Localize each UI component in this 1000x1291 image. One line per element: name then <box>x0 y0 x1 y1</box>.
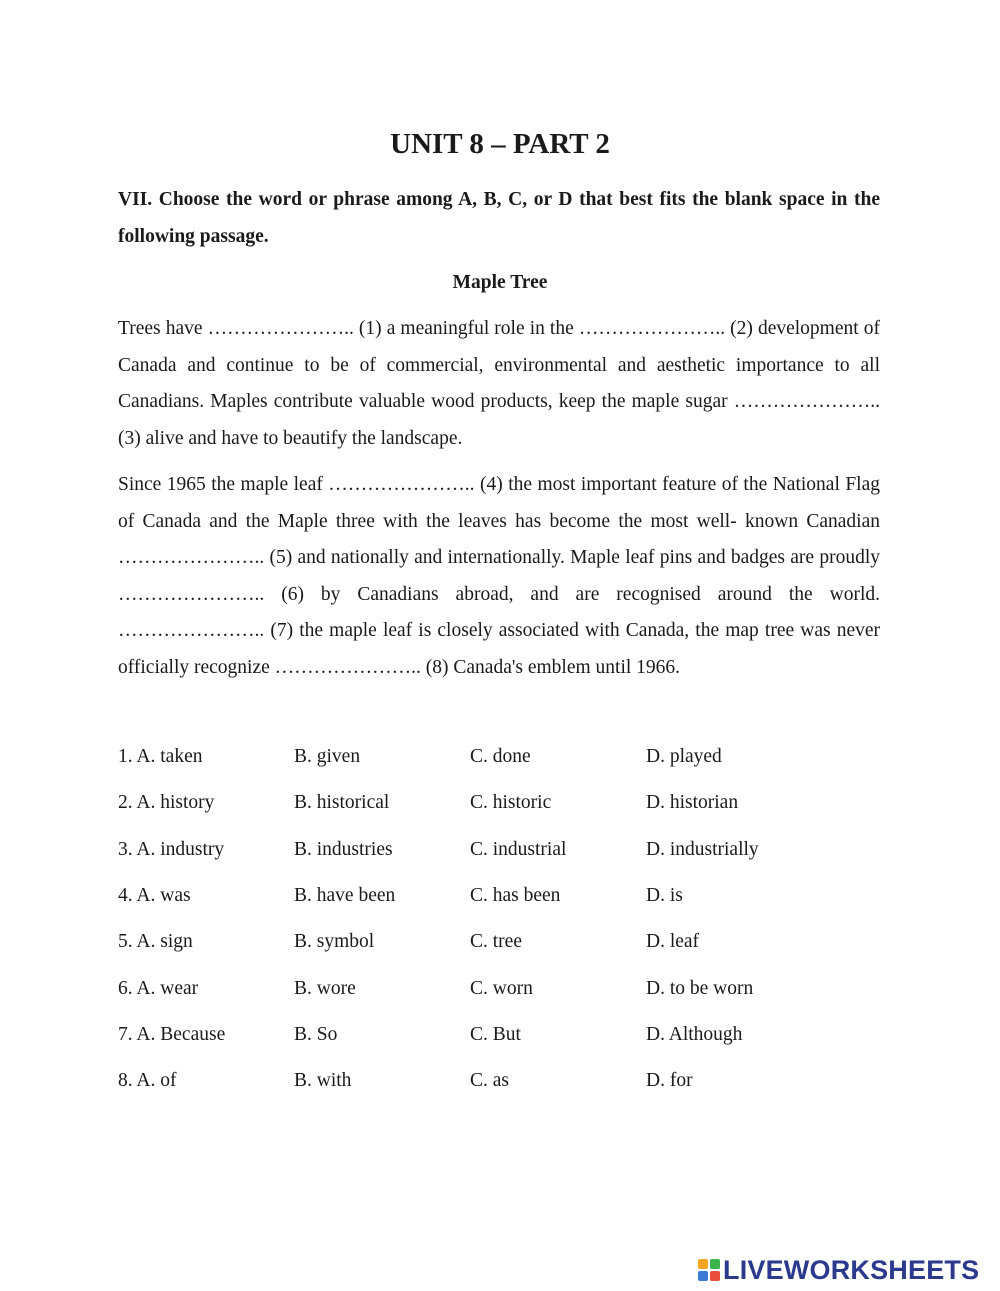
option-d: D. industrially <box>646 838 759 860</box>
option-a: 8. A. of <box>118 1070 177 1092</box>
page-title: UNIT 8 – PART 2 <box>390 128 610 160</box>
option-c: C. tree <box>470 931 522 953</box>
option-c: C. But <box>470 1023 521 1045</box>
question-row-4 <box>118 873 880 919</box>
option-a: 2. A. history <box>118 792 215 814</box>
passage-paragraph-1: Trees have ………………….. (1) a meaningful role in the ………………….. (2) development of Canada and continue to be of commercial, environmental and aesthetic importance to all Canadians. Maples contribute valuable wood products, keep the maple sugar ………………….. (3) alive and have to beautify the landscape. <box>118 318 880 449</box>
question-row-7 <box>118 1012 880 1058</box>
question-row-3 <box>118 827 880 873</box>
question-row-8 <box>118 1058 880 1104</box>
option-b: B. historical <box>294 792 390 814</box>
logo-square-icon <box>710 1271 720 1281</box>
option-b: B. wore <box>294 977 356 999</box>
option-b: B. have been <box>294 885 396 907</box>
option-c: C. as <box>470 1070 509 1092</box>
option-c: C. industrial <box>470 838 567 860</box>
option-a: 4. A. was <box>118 885 191 907</box>
exercise-instruction: VII. Choose the word or phrase among A, B, C, or D that best fits the blank space in the following passage. <box>118 189 880 247</box>
option-d: D. played <box>646 746 722 768</box>
option-a: 7. A. Because <box>118 1023 226 1045</box>
option-d: D. leaf <box>646 931 700 953</box>
question-row-1 <box>118 734 880 780</box>
passage-title: Maple Tree <box>452 272 548 293</box>
liveworksheets-logo-icon <box>698 1259 720 1281</box>
option-a: 1. A. taken <box>118 746 203 768</box>
option-a: 5. A. sign <box>118 931 193 953</box>
logo-square-icon <box>698 1259 708 1269</box>
logo-square-icon <box>698 1271 708 1281</box>
liveworksheets-watermark <box>698 1255 979 1285</box>
option-b: B. industries <box>294 838 393 860</box>
logo-square-icon <box>710 1259 720 1269</box>
passage-paragraph-2: Since 1965 the maple leaf ………………….. (4) the most important feature of the National Flag of Canada and the Maple three with the leaves has become the most well- known Canadian ………………….. (5) and nationally and internationally. Maple leaf pins and badges are proudly ………………….. (6) by Canadians abroad, and are recognised around the world. ………………….. (7) the maple leaf is closely associated with Canada, the map tree was never officially recognize ………………….. (8) Canada's emblem until 1966. <box>118 474 880 678</box>
answer-options-list <box>118 734 880 1104</box>
option-c: C. has been <box>470 885 561 907</box>
question-row-5 <box>118 919 880 965</box>
option-d: D. to be worn <box>646 977 754 999</box>
option-d: D. is <box>646 885 683 907</box>
option-c: C. historic <box>470 792 552 814</box>
option-b: B. with <box>294 1070 352 1092</box>
option-b: B. So <box>294 1023 338 1045</box>
option-d: D. for <box>646 1070 693 1092</box>
option-d: D. historian <box>646 792 739 814</box>
option-a: 3. A. industry <box>118 838 225 860</box>
watermark-text: LIVEWORKSHEETS <box>723 1255 980 1285</box>
option-d: D. Although <box>646 1023 743 1045</box>
option-b: B. symbol <box>294 931 375 953</box>
question-row-6 <box>118 965 880 1011</box>
option-c: C. done <box>470 746 531 768</box>
option-c: C. worn <box>470 977 533 999</box>
question-row-2 <box>118 780 880 826</box>
option-a: 6. A. wear <box>118 977 199 999</box>
option-b: B. given <box>294 746 361 768</box>
